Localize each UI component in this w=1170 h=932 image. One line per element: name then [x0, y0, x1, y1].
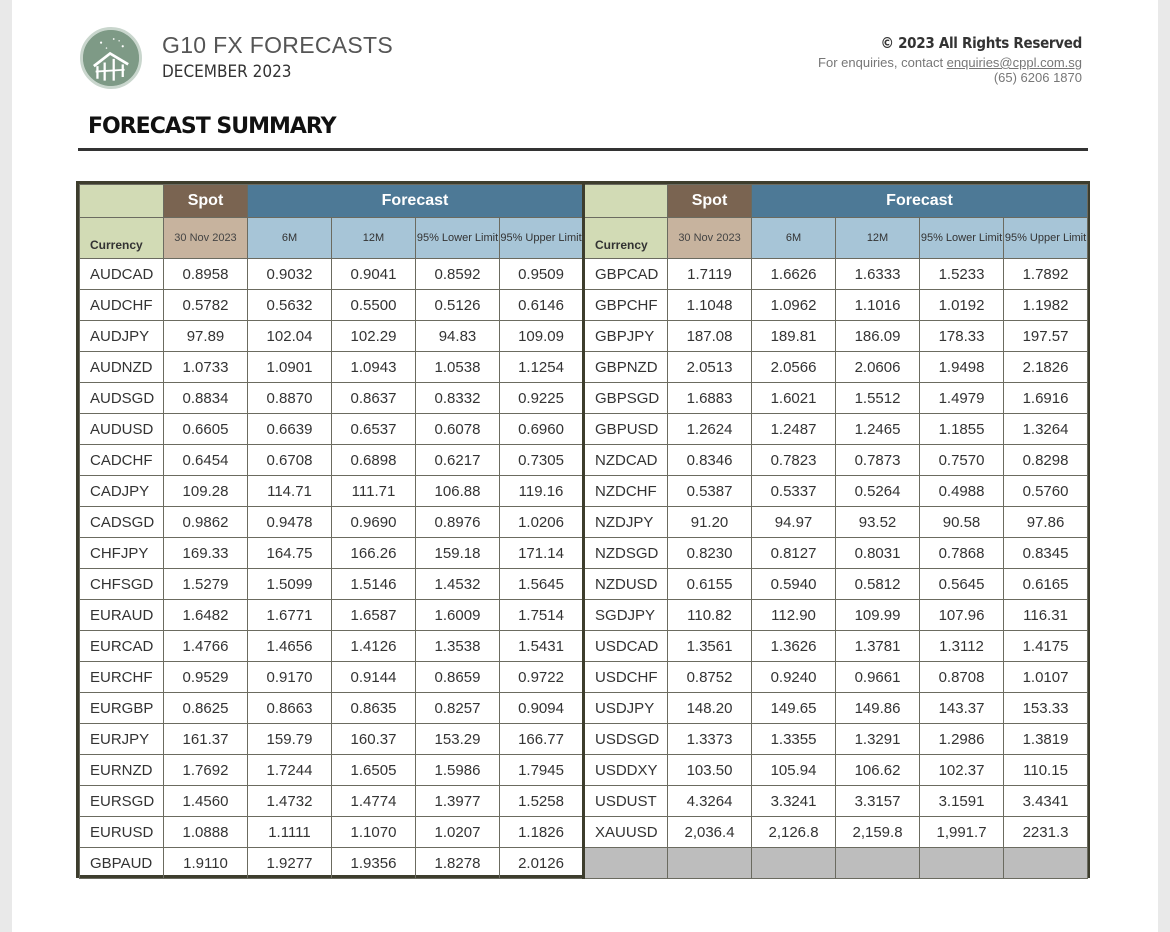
value-cell: 1.5233: [920, 259, 1004, 290]
value-cell: 0.6165: [1004, 569, 1088, 600]
value-cell: 109.28: [164, 476, 248, 507]
currency-pair-cell: AUDSGD: [80, 383, 164, 414]
currency-pair-cell: NZDUSD: [584, 569, 668, 600]
column-header-lower-limit: 95% Lower Limit: [416, 218, 500, 259]
value-cell: 0.6454: [164, 445, 248, 476]
copyright-notice: © 2023 All Rights Reserved: [880, 34, 1082, 52]
currency-pair-cell: EURCHF: [80, 662, 164, 693]
value-cell: 153.29: [416, 724, 500, 755]
value-cell: 0.6537: [332, 414, 416, 445]
value-cell: 2.0606: [836, 352, 920, 383]
column-header-currency: Currency: [80, 218, 164, 259]
value-cell: 1.5099: [248, 569, 332, 600]
table-row: [80, 755, 1088, 786]
value-cell: 148.20: [668, 693, 752, 724]
value-cell: 1.3373: [668, 724, 752, 755]
currency-pair-cell: GBPCAD: [584, 259, 668, 290]
value-cell: 1.3355: [752, 724, 836, 755]
value-cell: 110.15: [1004, 755, 1088, 786]
header-blank: [80, 185, 164, 218]
value-cell: 0.8635: [332, 693, 416, 724]
value-cell: 114.71: [248, 476, 332, 507]
value-cell: 1.2624: [668, 414, 752, 445]
value-cell: 0.5500: [332, 290, 416, 321]
forecast-header: Forecast: [752, 185, 1088, 218]
value-cell: 1.9356: [332, 848, 416, 879]
value-cell: 112.90: [752, 600, 836, 631]
value-cell: 0.6078: [416, 414, 500, 445]
forecast-table-container: [76, 181, 1090, 878]
value-cell: 0.9509: [500, 259, 584, 290]
value-cell: 3.4341: [1004, 786, 1088, 817]
value-cell: 178.33: [920, 321, 1004, 352]
value-cell: 105.94: [752, 755, 836, 786]
value-cell: 1.0888: [164, 817, 248, 848]
table-row: [80, 724, 1088, 755]
value-cell: 0.8659: [416, 662, 500, 693]
table-row: [80, 538, 1088, 569]
value-cell: 110.82: [668, 600, 752, 631]
value-cell: 0.8257: [416, 693, 500, 724]
value-cell: 1.5645: [500, 569, 584, 600]
value-cell: 2.0126: [500, 848, 584, 879]
value-cell: 1.0733: [164, 352, 248, 383]
report-page: [12, 0, 1158, 932]
value-cell: 1.3977: [416, 786, 500, 817]
value-cell: 1.4532: [416, 569, 500, 600]
currency-pair-cell: CADCHF: [80, 445, 164, 476]
currency-pair-cell: EURUSD: [80, 817, 164, 848]
value-cell: 1.1254: [500, 352, 584, 383]
column-header-currency: Currency: [584, 218, 668, 259]
value-cell: 106.62: [836, 755, 920, 786]
table-row: [80, 786, 1088, 817]
currency-pair-cell: CHFJPY: [80, 538, 164, 569]
value-cell: 1.6009: [416, 600, 500, 631]
value-cell: 1.6916: [1004, 383, 1088, 414]
value-cell: 1.1982: [1004, 290, 1088, 321]
currency-pair-cell: USDCHF: [584, 662, 668, 693]
value-cell: 0.8752: [668, 662, 752, 693]
value-cell: 1.6482: [164, 600, 248, 631]
value-cell: 0.9661: [836, 662, 920, 693]
value-cell: 197.57: [1004, 321, 1088, 352]
phone-number: (65) 6206 1870: [993, 70, 1082, 85]
currency-pair-cell: CADSGD: [80, 507, 164, 538]
value-cell: 1.7244: [248, 755, 332, 786]
section-divider: [78, 148, 1088, 151]
table-row: [80, 631, 1088, 662]
column-header-upper-limit: 95% Upper Limit: [1004, 218, 1088, 259]
value-cell: 109.99: [836, 600, 920, 631]
value-cell: 1.1048: [668, 290, 752, 321]
value-cell: 2.0513: [668, 352, 752, 383]
value-cell: 189.81: [752, 321, 836, 352]
value-cell: 1.2986: [920, 724, 1004, 755]
table-row: [80, 352, 1088, 383]
value-cell: 102.37: [920, 755, 1004, 786]
table-row: [80, 414, 1088, 445]
value-cell: 1.4979: [920, 383, 1004, 414]
value-cell: 1.7514: [500, 600, 584, 631]
value-cell: 0.5645: [920, 569, 1004, 600]
column-header-12m: 12M: [836, 218, 920, 259]
value-cell: 116.31: [1004, 600, 1088, 631]
value-cell: 0.8663: [248, 693, 332, 724]
value-cell: 187.08: [668, 321, 752, 352]
value-cell: 1.4175: [1004, 631, 1088, 662]
value-cell: 0.9478: [248, 507, 332, 538]
value-cell: 1.7692: [164, 755, 248, 786]
value-cell: 1.9498: [920, 352, 1004, 383]
value-cell: 0.5632: [248, 290, 332, 321]
value-cell: 0.7823: [752, 445, 836, 476]
value-cell: 1.6771: [248, 600, 332, 631]
company-logo-icon: [80, 27, 142, 89]
table-row: [80, 693, 1088, 724]
currency-pair-cell: EURNZD: [80, 755, 164, 786]
value-cell: 0.9722: [500, 662, 584, 693]
value-cell: 0.6155: [668, 569, 752, 600]
currency-pair-cell: AUDJPY: [80, 321, 164, 352]
value-cell: 1.4560: [164, 786, 248, 817]
value-cell: 93.52: [836, 507, 920, 538]
value-cell: 1.4766: [164, 631, 248, 662]
value-cell: 2.0566: [752, 352, 836, 383]
column-header-12m: 12M: [332, 218, 416, 259]
value-cell: 1.5279: [164, 569, 248, 600]
value-cell: 0.6605: [164, 414, 248, 445]
value-cell: 0.8127: [752, 538, 836, 569]
value-cell: 102.29: [332, 321, 416, 352]
value-cell: 102.04: [248, 321, 332, 352]
value-cell: 2231.3: [1004, 817, 1088, 848]
value-cell: 143.37: [920, 693, 1004, 724]
value-cell: 1,991.7: [920, 817, 1004, 848]
currency-pair-cell: CHFSGD: [80, 569, 164, 600]
value-cell: 106.88: [416, 476, 500, 507]
currency-pair-cell: EURCAD: [80, 631, 164, 662]
value-cell: 0.8708: [920, 662, 1004, 693]
value-cell: 0.8625: [164, 693, 248, 724]
empty-cell: [920, 848, 1004, 879]
value-cell: 0.5760: [1004, 476, 1088, 507]
currency-pair-cell: AUDCAD: [80, 259, 164, 290]
value-cell: 159.18: [416, 538, 500, 569]
value-cell: 1.0107: [1004, 662, 1088, 693]
empty-cell: [1004, 848, 1088, 879]
value-cell: 1.2465: [836, 414, 920, 445]
value-cell: 1.6333: [836, 259, 920, 290]
table-row: [80, 259, 1088, 290]
value-cell: 3.1591: [920, 786, 1004, 817]
table-row: [80, 383, 1088, 414]
table-row: [80, 848, 1088, 879]
value-cell: 0.5387: [668, 476, 752, 507]
table-row: [80, 290, 1088, 321]
currency-pair-cell: XAUUSD: [584, 817, 668, 848]
value-cell: 1.7945: [500, 755, 584, 786]
table-row: [80, 507, 1088, 538]
value-cell: 1.0192: [920, 290, 1004, 321]
value-cell: 0.8834: [164, 383, 248, 414]
value-cell: 0.6217: [416, 445, 500, 476]
value-cell: 0.8298: [1004, 445, 1088, 476]
value-cell: 1.7892: [1004, 259, 1088, 290]
value-cell: 0.5264: [836, 476, 920, 507]
value-cell: 1.3291: [836, 724, 920, 755]
empty-cell: [668, 848, 752, 879]
currency-pair-cell: EURAUD: [80, 600, 164, 631]
value-cell: 166.26: [332, 538, 416, 569]
value-cell: 1.1070: [332, 817, 416, 848]
value-cell: 3.3157: [836, 786, 920, 817]
value-cell: 1.1016: [836, 290, 920, 321]
currency-pair-cell: NZDJPY: [584, 507, 668, 538]
currency-pair-cell: SGDJPY: [584, 600, 668, 631]
value-cell: 1.4774: [332, 786, 416, 817]
value-cell: 0.6146: [500, 290, 584, 321]
currency-pair-cell: GBPAUD: [80, 848, 164, 879]
table-row: [80, 445, 1088, 476]
currency-pair-cell: NZDCAD: [584, 445, 668, 476]
value-cell: 164.75: [248, 538, 332, 569]
value-cell: 107.96: [920, 600, 1004, 631]
value-cell: 0.9170: [248, 662, 332, 693]
value-cell: 1.1855: [920, 414, 1004, 445]
value-cell: 2,126.8: [752, 817, 836, 848]
value-cell: 0.8332: [416, 383, 500, 414]
table-row: [80, 662, 1088, 693]
value-cell: 1.6626: [752, 259, 836, 290]
empty-cell: [836, 848, 920, 879]
value-cell: 94.97: [752, 507, 836, 538]
value-cell: 1.3561: [668, 631, 752, 662]
value-cell: 1.6587: [332, 600, 416, 631]
value-cell: 0.6960: [500, 414, 584, 445]
currency-pair-cell: NZDSGD: [584, 538, 668, 569]
value-cell: 0.4988: [920, 476, 1004, 507]
table-row: [80, 476, 1088, 507]
value-cell: 149.65: [752, 693, 836, 724]
table-row: [80, 600, 1088, 631]
value-cell: 186.09: [836, 321, 920, 352]
value-cell: 0.5812: [836, 569, 920, 600]
value-cell: 1.1111: [248, 817, 332, 848]
value-cell: 0.9094: [500, 693, 584, 724]
value-cell: 97.86: [1004, 507, 1088, 538]
value-cell: 0.8345: [1004, 538, 1088, 569]
value-cell: 0.8958: [164, 259, 248, 290]
value-cell: 119.16: [500, 476, 584, 507]
currency-pair-cell: EURJPY: [80, 724, 164, 755]
currency-pair-cell: NZDCHF: [584, 476, 668, 507]
value-cell: 171.14: [500, 538, 584, 569]
value-cell: 1.5431: [500, 631, 584, 662]
value-cell: 159.79: [248, 724, 332, 755]
value-cell: 94.83: [416, 321, 500, 352]
email-link[interactable]: enquiries@cppl.com.sg: [946, 55, 1082, 70]
value-cell: 2,159.8: [836, 817, 920, 848]
currency-pair-cell: GBPUSD: [584, 414, 668, 445]
currency-pair-cell: GBPJPY: [584, 321, 668, 352]
value-cell: 160.37: [332, 724, 416, 755]
value-cell: 1.3626: [752, 631, 836, 662]
value-cell: 1.5512: [836, 383, 920, 414]
value-cell: 1.4732: [248, 786, 332, 817]
value-cell: 1.0538: [416, 352, 500, 383]
value-cell: 0.9041: [332, 259, 416, 290]
value-cell: 0.8870: [248, 383, 332, 414]
value-cell: 0.5126: [416, 290, 500, 321]
contact-prefix: For enquiries, contact: [818, 55, 947, 70]
value-cell: 4.3264: [668, 786, 752, 817]
currency-pair-cell: USDUST: [584, 786, 668, 817]
value-cell: 91.20: [668, 507, 752, 538]
value-cell: 169.33: [164, 538, 248, 569]
value-cell: 1.3112: [920, 631, 1004, 662]
column-header-spot-date: 30 Nov 2023: [668, 218, 752, 259]
value-cell: 1.9110: [164, 848, 248, 879]
value-cell: 103.50: [668, 755, 752, 786]
value-cell: 1.4656: [248, 631, 332, 662]
value-cell: 1.0207: [416, 817, 500, 848]
value-cell: 1.7119: [668, 259, 752, 290]
currency-pair-cell: AUDUSD: [80, 414, 164, 445]
value-cell: 109.09: [500, 321, 584, 352]
column-header-spot-date: 30 Nov 2023: [164, 218, 248, 259]
value-cell: 0.6639: [248, 414, 332, 445]
column-header-6m: 6M: [752, 218, 836, 259]
value-cell: 1.8278: [416, 848, 500, 879]
column-header-upper-limit: 95% Upper Limit: [500, 218, 584, 259]
section-title: FORECAST SUMMARY: [88, 114, 336, 139]
spot-header: Spot: [164, 185, 248, 218]
value-cell: 0.9144: [332, 662, 416, 693]
value-cell: 97.89: [164, 321, 248, 352]
value-cell: 1.6505: [332, 755, 416, 786]
column-header-lower-limit: 95% Lower Limit: [920, 218, 1004, 259]
value-cell: 1.3781: [836, 631, 920, 662]
value-cell: 0.7305: [500, 445, 584, 476]
value-cell: 1.0962: [752, 290, 836, 321]
value-cell: 1.5258: [500, 786, 584, 817]
table-row: [80, 569, 1088, 600]
currency-pair-cell: EURGBP: [80, 693, 164, 724]
value-cell: 1.5986: [416, 755, 500, 786]
column-header-6m: 6M: [248, 218, 332, 259]
currency-pair-cell: USDCAD: [584, 631, 668, 662]
contact-info: [818, 55, 1082, 85]
value-cell: 1.6883: [668, 383, 752, 414]
value-cell: 0.9690: [332, 507, 416, 538]
currency-pair-cell: EURSGD: [80, 786, 164, 817]
header-blank: [584, 185, 668, 218]
column-header-row: [80, 218, 1088, 259]
value-cell: 3.3241: [752, 786, 836, 817]
value-cell: 161.37: [164, 724, 248, 755]
group-header-row: [80, 185, 1088, 218]
value-cell: 166.77: [500, 724, 584, 755]
value-cell: 0.9225: [500, 383, 584, 414]
table-row: [80, 817, 1088, 848]
value-cell: 0.7868: [920, 538, 1004, 569]
currency-pair-cell: GBPCHF: [584, 290, 668, 321]
value-cell: 149.86: [836, 693, 920, 724]
value-cell: 0.5940: [752, 569, 836, 600]
value-cell: 1.0206: [500, 507, 584, 538]
value-cell: 1.4126: [332, 631, 416, 662]
value-cell: 0.6708: [248, 445, 332, 476]
value-cell: 90.58: [920, 507, 1004, 538]
value-cell: 2.1826: [1004, 352, 1088, 383]
table-row: [80, 321, 1088, 352]
value-cell: 0.9032: [248, 259, 332, 290]
value-cell: 111.71: [332, 476, 416, 507]
value-cell: 0.8346: [668, 445, 752, 476]
currency-pair-cell: USDDXY: [584, 755, 668, 786]
value-cell: 0.9240: [752, 662, 836, 693]
report-title: G10 FX FORECASTS: [162, 32, 394, 58]
forecast-table: [79, 184, 1088, 879]
forecast-header: Forecast: [248, 185, 584, 218]
currency-pair-cell: USDJPY: [584, 693, 668, 724]
report-date: DECEMBER 2023: [162, 62, 292, 82]
value-cell: 1.3538: [416, 631, 500, 662]
value-cell: 0.8230: [668, 538, 752, 569]
value-cell: 1.2487: [752, 414, 836, 445]
value-cell: 153.33: [1004, 693, 1088, 724]
currency-pair-cell: AUDNZD: [80, 352, 164, 383]
value-cell: 0.8976: [416, 507, 500, 538]
value-cell: 1.1826: [500, 817, 584, 848]
value-cell: 1.6021: [752, 383, 836, 414]
value-cell: 0.5782: [164, 290, 248, 321]
currency-pair-cell: GBPNZD: [584, 352, 668, 383]
value-cell: 1.3264: [1004, 414, 1088, 445]
value-cell: 1.9277: [248, 848, 332, 879]
value-cell: 1.5146: [332, 569, 416, 600]
forecast-table-body: [80, 259, 1088, 879]
empty-cell: [584, 848, 668, 879]
currency-pair-cell: CADJPY: [80, 476, 164, 507]
value-cell: 0.8592: [416, 259, 500, 290]
value-cell: 0.9862: [164, 507, 248, 538]
value-cell: 0.6898: [332, 445, 416, 476]
value-cell: 0.8637: [332, 383, 416, 414]
currency-pair-cell: AUDCHF: [80, 290, 164, 321]
empty-cell: [752, 848, 836, 879]
value-cell: 1.3819: [1004, 724, 1088, 755]
currency-pair-cell: USDSGD: [584, 724, 668, 755]
value-cell: 0.5337: [752, 476, 836, 507]
value-cell: 1.0901: [248, 352, 332, 383]
value-cell: 0.7873: [836, 445, 920, 476]
value-cell: 0.8031: [836, 538, 920, 569]
value-cell: 1.0943: [332, 352, 416, 383]
spot-header: Spot: [668, 185, 752, 218]
value-cell: 0.9529: [164, 662, 248, 693]
value-cell: 0.7570: [920, 445, 1004, 476]
currency-pair-cell: GBPSGD: [584, 383, 668, 414]
value-cell: 2,036.4: [668, 817, 752, 848]
